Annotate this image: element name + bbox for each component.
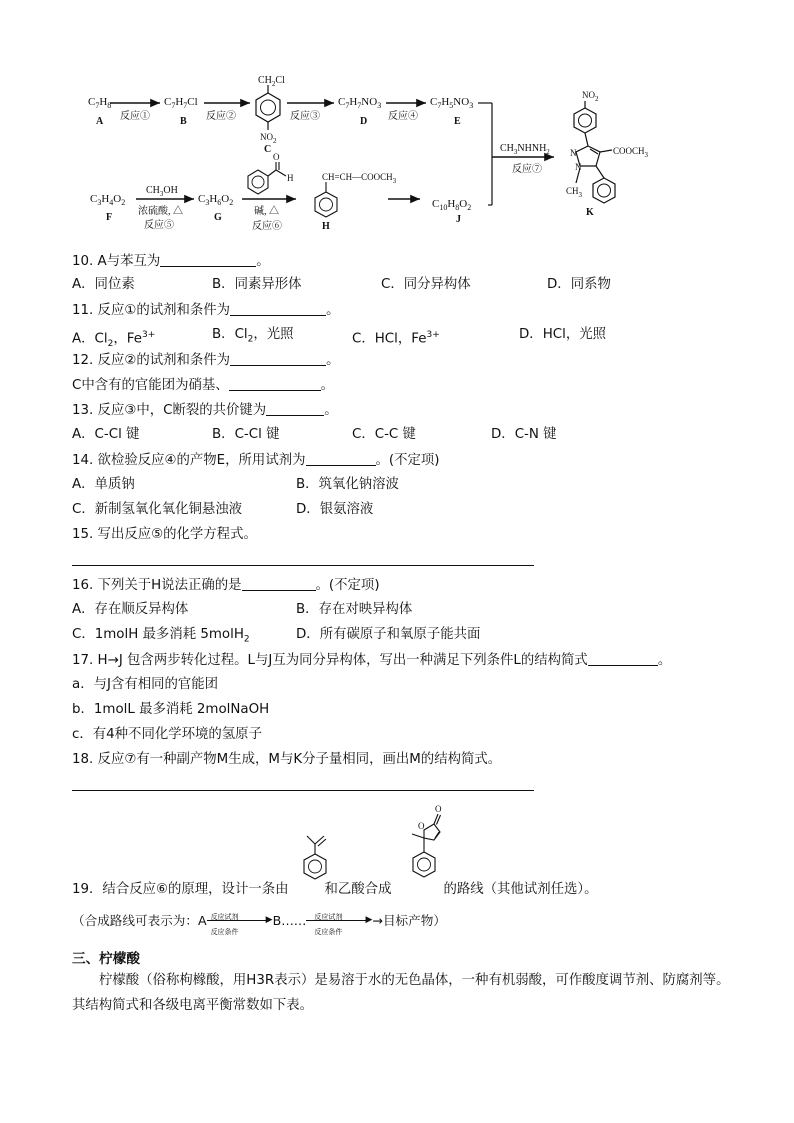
compound-j-letter: J: [456, 214, 461, 225]
route-arrow1-reagent: 反应试剂: [210, 913, 239, 921]
question-19: 19．结合反应⑥的原理，设计一条由 和乙酸合成 的路线（其他试剂任选）。: [72, 882, 598, 897]
reaction2-label: 反应②: [206, 111, 236, 122]
compound-g-letter: G: [214, 212, 222, 223]
reaction7-label: 反应⑦: [512, 164, 542, 175]
q14-option-a[interactable]: A．单质钠: [72, 477, 135, 492]
q11-option-c[interactable]: C．HCl，$Fe^{3+}$: [352, 330, 440, 347]
q13-option-a[interactable]: A．C-Cl 键: [72, 427, 140, 442]
q11-answer-blank[interactable]: [230, 301, 326, 316]
q16-answer-blank[interactable]: [242, 576, 316, 591]
compound-c-letter: C: [264, 144, 272, 155]
compound-d-letter: D: [360, 116, 368, 127]
question-13: 13. 反应③中，C断裂的共价键为 。: [72, 403, 338, 418]
q12b-answer-blank[interactable]: [229, 376, 321, 391]
svg-text:CH=CH—COOCH3: $CH=CH—COOCH_3$: [322, 172, 397, 185]
section-3-paragraph: 柠檬酸（俗称枸橼酸，用H3R表示）是易溶于水的无色晶体，一种有机弱酸，可作酸度调节剂、防腐剂等。其结构简式和各级电离平衡常数如下表。: [72, 973, 730, 1013]
q12a-answer-blank[interactable]: [230, 351, 326, 366]
question-10: 10. A与苯互为 。: [72, 254, 270, 269]
q11-option-b[interactable]: B．$Cl_2$，光照: [212, 327, 294, 345]
q14-option-d[interactable]: D．银氨溶液: [296, 502, 374, 517]
route-arrow2-reagent: 反应试剂: [314, 913, 343, 921]
q10-option-a[interactable]: A．同位素: [72, 277, 135, 292]
question-16: 16. 下列关于H说法正确的是 。(不定项): [72, 578, 380, 593]
compound-e-letter: E: [454, 116, 461, 127]
q19-route-format: （合成路线可表示为：A 反应试剂 ▶ 反应条件 B…… 反应试剂 ▶ 反应条件 →目标产物）: [72, 912, 446, 930]
q17-answer-blank[interactable]: [588, 651, 658, 666]
route-arrow2-condition: 反应条件: [314, 928, 343, 936]
reaction7-reagent: $CH_3NHNH_2$: [500, 143, 550, 156]
question-17: 17. H→J 包含两步转化过程。L与J互为同分异构体，写出一种满足下列条件L的结构简式 。: [72, 653, 672, 668]
svg-text:N: N: [570, 148, 577, 158]
reaction5-label: 反应⑤: [144, 220, 174, 231]
compound-e-formula: $C_7H_5NO_3$: [430, 96, 474, 110]
reaction5-condition: 浓硫酸, △: [138, 206, 183, 217]
q16-option-a[interactable]: A．存在顺反异构体: [72, 602, 189, 617]
section-3-heading: 三、柠檬酸: [72, 951, 140, 967]
q16-option-d[interactable]: D．所有碳原子和氧原子能共面: [296, 627, 481, 642]
reaction6-condition: 碱, △: [254, 206, 279, 217]
q18-answer-line[interactable]: [72, 790, 534, 791]
q11-option-a[interactable]: A．$Cl_2$，$Fe^{3+}$: [72, 330, 156, 350]
svg-text:CH2Cl: $CH_2Cl$: [258, 75, 285, 88]
q10-option-c[interactable]: C．同分异构体: [381, 277, 471, 292]
reaction1-label: 反应①: [120, 111, 150, 122]
target-lactone-structure: [402, 800, 448, 890]
question-14: 14. 欲检验反应④的产物E，所用试剂为 。(不定项): [72, 453, 440, 468]
compound-a-letter: A: [96, 116, 104, 127]
compound-c-structure: [256, 75, 285, 145]
question-12a: 12. 反应②的试剂和条件为 。: [72, 353, 340, 368]
route-arrow1-condition: 反应条件: [210, 928, 239, 936]
svg-text:NO2: $NO_2$: [260, 132, 277, 145]
q16-option-b[interactable]: B．存在对映异构体: [296, 602, 413, 617]
benzaldehyde-structure: [248, 152, 294, 194]
synthesis-scheme: [0, 0, 794, 250]
svg-text:O: O: [435, 804, 442, 814]
reaction4-label: 反应④: [388, 111, 418, 122]
q10-option-d[interactable]: D．同系物: [547, 277, 611, 292]
q14-option-b[interactable]: B．筑氧化钠溶波: [296, 477, 399, 492]
q10-option-b[interactable]: B．同素异形体: [212, 277, 302, 292]
question-12b: C中含有的官能团为硝基、 。: [72, 378, 335, 393]
q17-condition-b: b．1molL 最多消耗 2molNaOH: [72, 702, 270, 717]
compound-b-formula: $C_7H_7Cl$: [164, 96, 198, 110]
reaction6-label: 反应⑥: [252, 221, 282, 232]
compound-k-structure: [566, 90, 649, 203]
question-18: 18. 反应⑦有一种副产物M生成，M与K分子量相同，画出M的结构简式。: [72, 752, 502, 767]
compound-d-formula: $C_7H_7NO_3$: [338, 96, 382, 110]
svg-text:COOCH3: $COOCH_3$: [613, 146, 649, 159]
compound-h-letter: H: [322, 221, 330, 232]
svg-text:O: O: [418, 821, 425, 831]
q13-option-b[interactable]: B．C-Cl 键: [212, 427, 280, 442]
q17-condition-a: a．与J含有相同的官能团: [72, 677, 219, 692]
compound-b-letter: B: [180, 116, 187, 127]
question-15: 15. 写出反应⑤的化学方程式。: [72, 527, 257, 542]
q17-condition-c: c．有4种不同化学环境的氢原子: [72, 727, 262, 742]
compound-f-formula: $C_3H_4O_2$: [90, 193, 126, 207]
q15-answer-line[interactable]: [72, 565, 534, 566]
reaction5-reagent: $CH_3OH$: [146, 185, 178, 198]
svg-text:CH3: $CH_3$: [566, 186, 583, 199]
q16-option-c[interactable]: C．1molH 最多消耗 5molH$_2$: [72, 627, 250, 645]
svg-text:N: N: [575, 162, 582, 172]
reaction3-label: 反应③: [290, 111, 320, 122]
q13-option-c[interactable]: C．C-C 键: [352, 427, 416, 442]
svg-text:O: O: [273, 152, 280, 162]
compound-f-letter: F: [106, 212, 113, 223]
q14-answer-blank[interactable]: [306, 451, 376, 466]
q13-option-d[interactable]: D．C-N 键: [491, 427, 557, 442]
compound-j-formula: $C_{10}H_8O_2$: [432, 198, 472, 212]
question-11: 11. 反应①的试剂和条件为 。: [72, 303, 340, 318]
svg-text:H: H: [287, 173, 294, 183]
compound-a-formula: $C_7H_8$: [88, 96, 112, 110]
q10-answer-blank[interactable]: [160, 252, 256, 267]
q13-answer-blank[interactable]: [266, 401, 324, 416]
compound-g-formula: $C_3H_6O_2$: [198, 193, 234, 207]
compound-h-structure: [315, 172, 397, 217]
q14-option-c[interactable]: C．新制氢氧化氧化铜悬浊液: [72, 502, 243, 517]
q11-option-d[interactable]: D．HCl，光照: [519, 327, 607, 342]
q10-text: 10. A与苯互为: [72, 254, 161, 269]
svg-text:NO2: $NO_2$: [582, 90, 599, 103]
compound-k-letter: K: [586, 207, 594, 218]
